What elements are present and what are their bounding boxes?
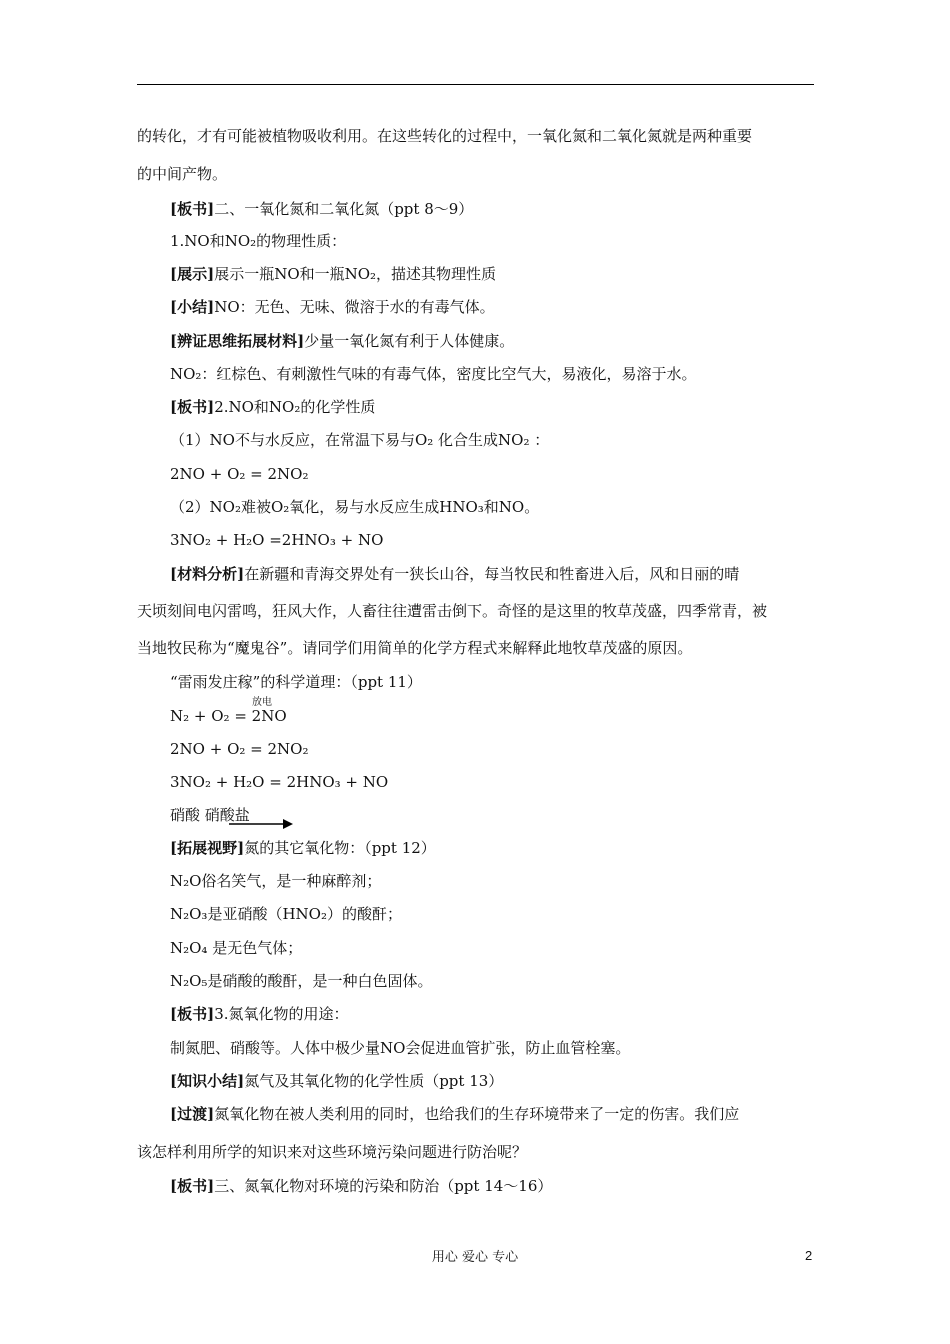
section-tag: [知识小结] bbox=[170, 1072, 245, 1090]
text-line: [知识小结]氮气及其氧化物的化学性质（ppt 13） bbox=[170, 1072, 504, 1090]
text-line: 该怎样利用所学的知识来对这些环境污染问题进行防治呢？ bbox=[137, 1143, 528, 1161]
equation: 3NO₂ + H₂O =2HNO₃ + NO bbox=[170, 531, 384, 549]
section-tag: [板书] bbox=[170, 398, 215, 416]
text-line: N₂O₄ 是无色气体； bbox=[170, 939, 303, 957]
text-line: [板书]3.氮氧化物的用途： bbox=[170, 1005, 349, 1023]
section-tag: [板书] bbox=[170, 1177, 215, 1195]
text-line: “雷雨发庄稼”的科学道理：（ppt 11） bbox=[170, 673, 422, 691]
text-line: 当地牧民称为“魔鬼谷”。请同学们用简单的化学方程式来解释此地牧草茂盛的原因。 bbox=[137, 639, 693, 657]
text-line: [展示]展示一瓶NO和一瓶NO₂，描述其物理性质 bbox=[170, 265, 497, 283]
text-line: [板书]二、一氧化氮和二氧化氮（ppt 8～9） bbox=[170, 200, 474, 218]
section-tag: [拓展视野] bbox=[170, 839, 245, 857]
section-tag: [过渡] bbox=[170, 1105, 215, 1123]
equation: 2NO + O₂ = 2NO₂ bbox=[170, 465, 309, 483]
text-line: 的中间产物。 bbox=[137, 165, 228, 183]
reaction-condition: 放电 bbox=[252, 697, 272, 708]
section-tag: [材料分析] bbox=[170, 565, 245, 583]
text-line: （2）NO₂难被O₂氧化，易与水反应生成HNO₃和NO。 bbox=[170, 498, 540, 516]
text-line: [拓展视野]氮的其它氧化物：（ppt 12） bbox=[170, 839, 436, 857]
text-line: [板书]三、氮氧化物对环境的污染和防治（ppt 14～16） bbox=[170, 1177, 553, 1195]
section-tag: [展示] bbox=[170, 265, 215, 283]
text-line: N₂O俗名笑气，是一种麻醉剂； bbox=[170, 872, 382, 890]
text-line: N₂O₃是亚硝酸（HNO₂）的酸酐； bbox=[170, 905, 402, 923]
footer-motto: 用心 爱心 专心 bbox=[431, 1250, 519, 1265]
section-tag: [小结] bbox=[170, 298, 215, 316]
text-line: 的转化，才有可能被植物吸收利用。在这些转化的过程中，一氧化氮和二氧化氮就是两种重要 bbox=[137, 127, 753, 145]
text-line: [材料分析]在新疆和青海交界处有一狭长山谷，每当牧民和牲畜进入后，风和日丽的晴 bbox=[170, 565, 740, 583]
page-number: 2 bbox=[805, 1248, 813, 1263]
text-line: 制氮肥、硝酸等。人体中极少量NO会促进血管扩张，防止血管栓塞。 bbox=[170, 1039, 631, 1057]
equation: 放电 N₂ + O₂ = 2NO bbox=[170, 697, 287, 725]
text-line: 天顷刻间电闪雷鸣，狂风大作，人畜往往遭雷击倒下。奇怪的是这里的牧草茂盛，四季常青，被 bbox=[137, 602, 768, 620]
section-tag: [辨证思维拓展材料] bbox=[170, 332, 305, 350]
text-line: [辨证思维拓展材料]少量一氧化氮有利于人体健康。 bbox=[170, 332, 515, 350]
text-line: 硝酸 硝酸盐 bbox=[170, 806, 250, 824]
text-line: N₂O₅是硝酸的酸酐，是一种白色固体。 bbox=[170, 972, 433, 990]
section-tag: [板书] bbox=[170, 1005, 215, 1023]
text-line: [小结]NO：无色、无味、微溶于水的有毒气体。 bbox=[170, 298, 495, 316]
equation: 2NO + O₂ = 2NO₂ bbox=[170, 740, 309, 758]
text-line: NO₂：红棕色、有刺激性气味的有毒气体，密度比空气大，易液化，易溶于水。 bbox=[170, 365, 697, 383]
header-rule bbox=[137, 84, 814, 85]
text-line: [过渡]氮氧化物在被人类利用的同时，也给我们的生存环境带来了一定的伤害。我们应 bbox=[170, 1105, 740, 1123]
reaction-arrow-icon bbox=[229, 819, 293, 829]
text-line: [板书]2.NO和NO₂的化学性质 bbox=[170, 398, 376, 416]
text-line: 1.NO和NO₂的物理性质： bbox=[170, 232, 347, 250]
section-tag: [板书] bbox=[170, 200, 215, 218]
text-line: （1）NO不与水反应，在常温下易与O₂ 化合生成NO₂ ： bbox=[170, 431, 550, 449]
equation: 3NO₂ + H₂O = 2HNO₃ + NO bbox=[170, 773, 389, 791]
